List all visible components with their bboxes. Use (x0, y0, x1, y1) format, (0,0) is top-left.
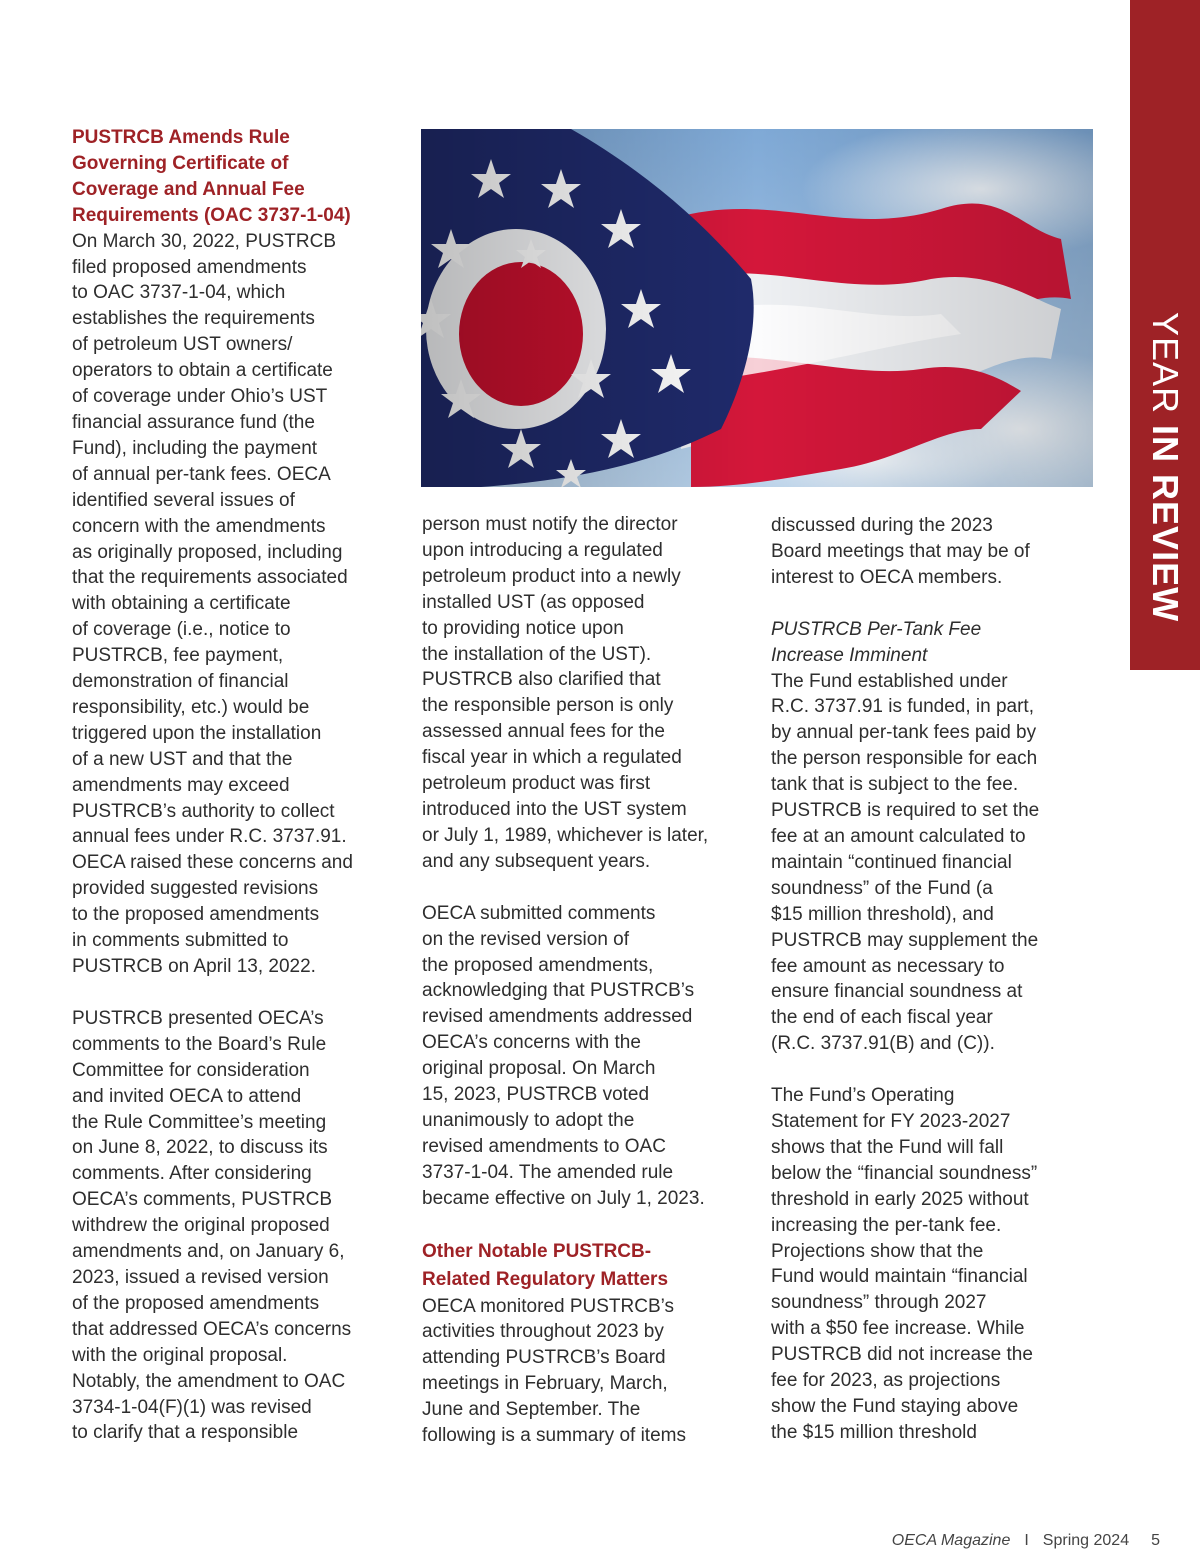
footer-magazine-name: OECA Magazine (891, 1532, 1011, 1549)
sub-heading: PUSTRCB Per-Tank Fee Increase Imminent (771, 618, 982, 666)
column-2 (422, 512, 757, 1449)
column-1 (72, 125, 407, 1446)
body-paragraph: person must notify the director upon introducing a regulated petroleum product into a newly installed UST (as opposed to providing notice upon the installation of the UST). PUSTRCB also clarified that the responsible person is only assessed annual fees for the fiscal year in which a regulated petroleum product was first introduced into the UST system or July 1, 1989, whichever is later, and any subsequent years. (422, 514, 709, 872)
section-tab-label-bold: IN REVIEW (1145, 425, 1186, 623)
article-heading: PUSTRCB Amends Rule Governing Certificate of Coverage and Annual Fee Requirements (OAC 3737-1-04) (72, 127, 351, 226)
body-paragraph: OECA submitted comments on the revised version of the proposed amendments, acknowledging that PUSTRCB’s revised amendments addressed OECA’s concerns with the original proposal. On March 15, 2023, PUSTRCB voted unanimously to adopt the revised amendments to OAC 3737-1-04. The amended rule became effective on July 1, 2023. (422, 902, 705, 1209)
body-paragraph: OECA monitored PUSTRCB’s activities throughout 2023 by attending PUSTRCB’s Board meetings in February, March, June and September. The following is a summary of items (422, 1295, 686, 1447)
section-tab-label (1144, 312, 1186, 622)
footer-separator: I (1024, 1532, 1029, 1549)
body-paragraph: The Fund’s Operating Statement for FY 2023-2027 shows that the Fund will fall below the “financial soundness” threshold in early 2025 without increasing the per-tank fee. Projections show that the Fund would maintain “financial soundness” through 2027 with a $50 fee increase. While PUSTRCB did not increase the fee for 2023, as projections show the Fund staying above the $15 million threshold (771, 1085, 1038, 1443)
body-paragraph: On March 30, 2022, PUSTRCB filed proposed amendments to OAC 3737-1-04, which establishes the requirements of petroleum UST owners/ operators to obtain a certificate of coverage under Ohio’s UST financial assurance fund (the Fund), including the payment of annual per-tank fees. OECA identified several issues of concern with the amendments as originally proposed, including that the requirements associated with obtaining a certificate of coverage (i.e., notice to PUSTRCB, fee payment, demonstration of financial responsibility, etc.) would be triggered upon the installation of a new UST and that the amendments may exceed PUSTRCB’s authority to collect annual fees under R.C. 3737.91. OECA raised these concerns and provided suggested revisions to the proposed amendments in comments submitted to PUSTRCB on April 13, 2022. (72, 230, 353, 977)
ohio-flag-photo (421, 129, 1093, 487)
body-paragraph: The Fund established under R.C. 3737.91 is funded, in part, by annual per-tank fees paid by the person responsible for each tank that is subject to the fee. PUSTRCB is required to set the fee at an amount calculated to maintain “continued financial soundness” of the Fund (a $15 million threshold), and PUSTRCB may supplement the fee amount as necessary to ensure financial soundness at the end of each fiscal year (R.C. 3737.91(B) and (C)). (771, 670, 1040, 1055)
section-tab-label-regular: YEAR (1145, 312, 1186, 426)
body-paragraph: discussed during the 2023 Board meetings that may be of interest to OECA members. (771, 515, 1030, 588)
section-heading: Other Notable PUSTRCB- Related Regulatory Matters (422, 1240, 669, 1290)
column-3 (771, 513, 1101, 1446)
page-number: 5 (1151, 1532, 1160, 1549)
page-footer (892, 1532, 1160, 1550)
footer-issue: Spring 2024 (1042, 1532, 1130, 1549)
body-paragraph: PUSTRCB presented OECA’s comments to the Board’s Rule Committee for consideration and invited OECA to attend the Rule Committee’s meeting on June 8, 2022, to discuss its comments. After considering OECA’s comments, PUSTRCB withdrew the original proposed amendments and, on January 6, 2023, issued a revised version of the proposed amendments that addressed OECA’s concerns with the original proposal. Notably, the amendment to OAC 3734-1-04(F)(1) was revised to clarify that a responsible (72, 1007, 352, 1444)
